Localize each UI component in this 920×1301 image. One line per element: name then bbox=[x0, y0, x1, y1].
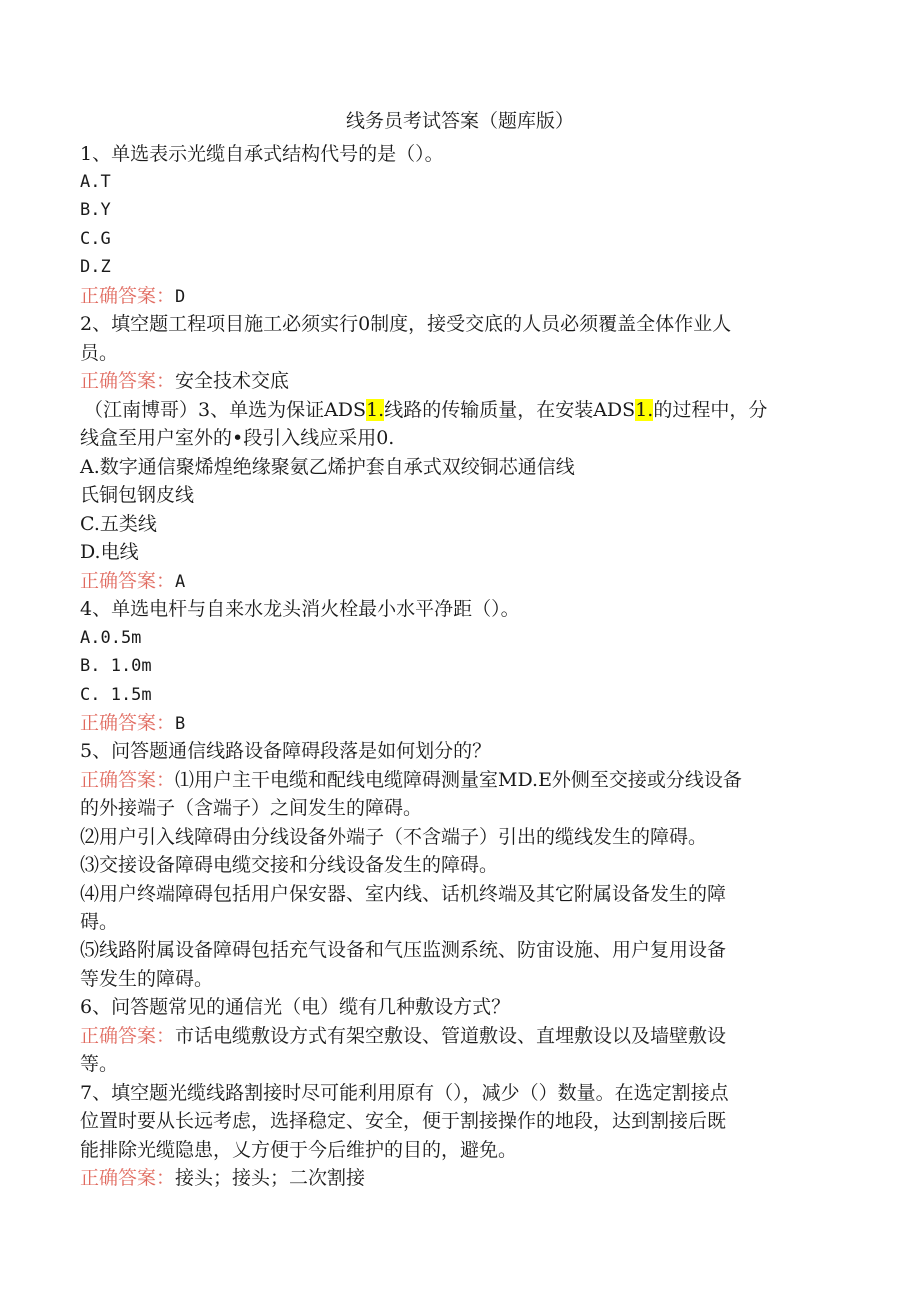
q2-stem-line1: 2、填空题工程项目施工必须实行0制度，接受交底的人员必须覆盖全体作业人 bbox=[80, 313, 732, 335]
q3-stem-line2: 线盒至用户室外的•段引入线应采用0. bbox=[80, 427, 395, 449]
q3-stem-part3: 的过程中，分 bbox=[653, 399, 768, 421]
answer-label: 正确答案： bbox=[80, 1167, 176, 1189]
q3-stem-part1: （江南博哥）3、单选为保证ADS bbox=[84, 399, 367, 421]
q6-answer-line1 bbox=[80, 1022, 840, 1050]
q7-stem-line: 位置时要从长远考虑，选择稳定、安全，便于割接操作的地段，达到割接后既 bbox=[80, 1110, 727, 1132]
q4-stem: 4、单选电杆与自来水龙头消火栓最小水平净距（）。 bbox=[80, 598, 520, 620]
q4-answer bbox=[80, 709, 840, 738]
highlight-2: 1. bbox=[635, 399, 654, 421]
answer-label: 正确答案： bbox=[80, 370, 176, 392]
q1-option-b: B.Y bbox=[80, 200, 111, 220]
q3-stem-line1 bbox=[84, 396, 844, 424]
answer-value: 市话电缆敷设方式有架空敷设、管道敷设、直埋敷设以及墙壁敷设 bbox=[175, 1025, 727, 1047]
q5-item: 等发生的障碍。 bbox=[80, 968, 214, 990]
highlight-1: 1. bbox=[366, 399, 385, 421]
q3-stem-part2: 线路的传输质量，在安装ADS bbox=[384, 399, 636, 421]
q6-stem: 6、问答题常见的通信光（电）缆有几种敷设方式？ bbox=[80, 996, 511, 1018]
q5-item: 碍。 bbox=[80, 911, 119, 933]
q4-option-a: A.0.5m bbox=[80, 628, 142, 648]
q3-option-d: D.电线 bbox=[80, 541, 139, 563]
q1-option-d: D.Z bbox=[80, 257, 111, 277]
q1-option-a: A.T bbox=[80, 172, 111, 192]
q5-item: ⑸线路附属设备障碍包括充气设备和气压监测系统、防宙设施、用户复用设备 bbox=[80, 939, 727, 961]
q5-answer-line1 bbox=[80, 766, 840, 794]
q7-stem-line: 能排除光缆隐患，乂方便于今后维护的目的，避免。 bbox=[80, 1139, 518, 1161]
answer-value: 安全技术交底 bbox=[175, 370, 290, 392]
q5-stem: 5、问答题通信线路设备障碍段落是如何划分的？ bbox=[80, 740, 492, 762]
q5-item: ⑶交接设备障碍电缆交接和分线设备发生的障碍。 bbox=[80, 854, 499, 876]
answer-label: 正确答案： bbox=[80, 769, 176, 791]
q5-answer-line2: 的外接端子（含端子）之间发生的障碍。 bbox=[80, 797, 423, 819]
answer-value: ⑴用户主干电缆和配线电缆障碍测量室MD.E外侧至交接或分线设备 bbox=[175, 769, 742, 791]
answer-value: A bbox=[175, 572, 186, 592]
q5-item: ⑵用户引入线障碍由分线设备外端子（不含端子）引出的缆线发生的障碍。 bbox=[80, 826, 708, 848]
q1-answer bbox=[80, 282, 840, 311]
answer-value: B bbox=[175, 714, 186, 734]
answer-label: 正确答案： bbox=[80, 285, 176, 307]
q1-stem: 1、单选表示光缆自承式结构代号的是（）。 bbox=[80, 143, 444, 165]
answer-value: D bbox=[175, 287, 186, 307]
answer-label: 正确答案： bbox=[80, 570, 176, 592]
q4-option-c: C. 1.5m bbox=[80, 685, 152, 705]
answer-label: 正确答案： bbox=[80, 712, 176, 734]
q3-option-b: 氏铜包钢皮线 bbox=[80, 484, 195, 506]
q3-option-a: A.数字通信聚烯煌绝缘聚氨乙烯护套自承式双绞铜芯通信线 bbox=[80, 456, 575, 478]
q5-item: ⑷用户终端障碍包括用户保安器、室内线、话机终端及其它附属设备发生的障 bbox=[80, 883, 727, 905]
q4-option-b: B. 1.0m bbox=[80, 656, 152, 676]
document-title: 线务员考试答案（题库版） bbox=[345, 110, 574, 132]
q1-option-c: C.G bbox=[80, 229, 111, 249]
q7-answer bbox=[80, 1164, 840, 1192]
answer-value: 接头；接头；二次割接 bbox=[175, 1167, 366, 1189]
q3-answer bbox=[80, 567, 840, 596]
answer-label: 正确答案： bbox=[80, 1025, 176, 1047]
q2-stem-line2: 员。 bbox=[80, 342, 119, 364]
q6-answer-line2: 等。 bbox=[80, 1053, 119, 1075]
q3-option-c: C.五类线 bbox=[80, 513, 157, 535]
q2-answer bbox=[80, 367, 840, 395]
q7-stem-line: 7、填空题光缆线路割接时尽可能利用原有（），减少（）数量。在选定割接点 bbox=[80, 1082, 729, 1104]
